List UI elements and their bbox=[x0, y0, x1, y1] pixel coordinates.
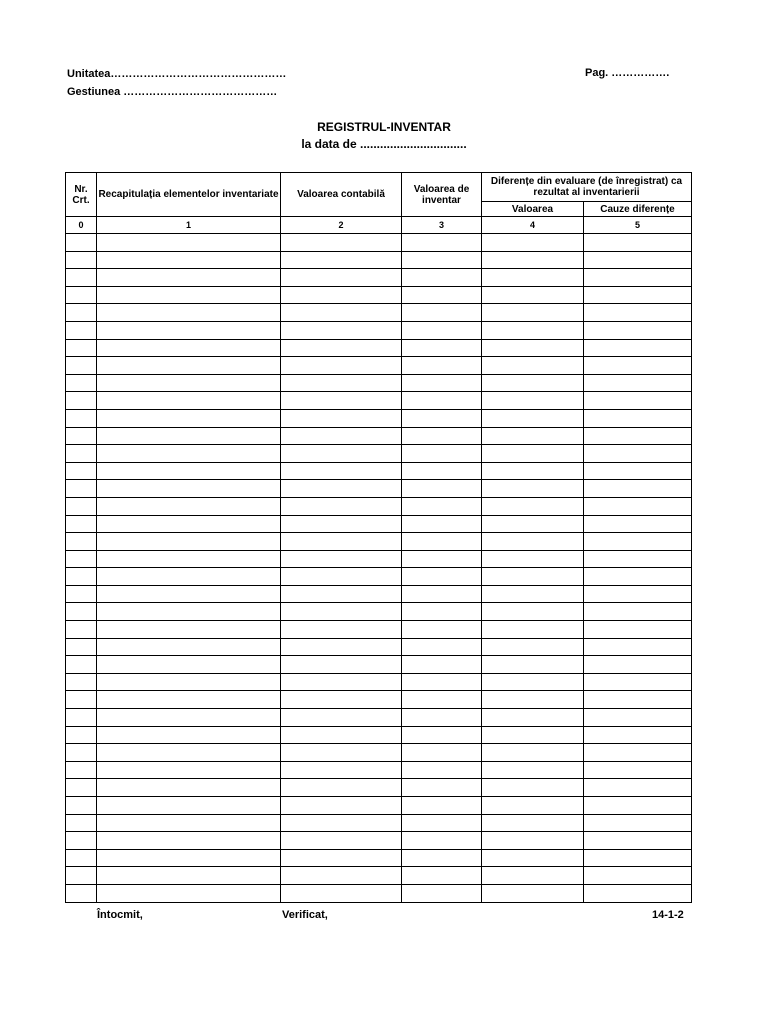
table-cell bbox=[402, 603, 482, 621]
date-line: la data de ................................ bbox=[301, 137, 467, 151]
table-cell bbox=[66, 357, 97, 375]
table-cell bbox=[584, 304, 692, 322]
table-cell bbox=[482, 849, 584, 867]
table-cell bbox=[584, 234, 692, 252]
table-cell bbox=[482, 533, 584, 551]
table-cell bbox=[281, 321, 402, 339]
table-cell bbox=[584, 374, 692, 392]
table-cell bbox=[97, 339, 281, 357]
table-row bbox=[66, 691, 692, 709]
table-cell bbox=[402, 884, 482, 902]
table-cell bbox=[482, 691, 584, 709]
table-cell bbox=[402, 427, 482, 445]
table-cell bbox=[402, 515, 482, 533]
table-cell bbox=[97, 849, 281, 867]
table-cell bbox=[281, 603, 402, 621]
table-cell bbox=[482, 832, 584, 850]
table-cell bbox=[584, 744, 692, 762]
table-cell bbox=[584, 497, 692, 515]
inventory-register-table bbox=[65, 172, 692, 903]
table-cell bbox=[66, 673, 97, 691]
table-cell bbox=[402, 797, 482, 815]
table-cell bbox=[281, 286, 402, 304]
table-cell bbox=[281, 374, 402, 392]
table-cell bbox=[402, 709, 482, 727]
table-cell bbox=[281, 445, 402, 463]
table-cell bbox=[482, 867, 584, 885]
table-cell bbox=[97, 832, 281, 850]
table-cell bbox=[584, 832, 692, 850]
table-cell bbox=[482, 568, 584, 586]
table-cell bbox=[482, 497, 584, 515]
table-cell bbox=[402, 497, 482, 515]
table-cell bbox=[584, 761, 692, 779]
table-cell bbox=[402, 726, 482, 744]
table-cell bbox=[66, 480, 97, 498]
table-cell bbox=[281, 797, 402, 815]
table-cell bbox=[584, 726, 692, 744]
table-cell bbox=[584, 673, 692, 691]
table-cell bbox=[97, 726, 281, 744]
table-row bbox=[66, 286, 692, 304]
table-row bbox=[66, 515, 692, 533]
table-cell bbox=[584, 656, 692, 674]
table-cell bbox=[281, 339, 402, 357]
table-cell bbox=[584, 357, 692, 375]
table-cell bbox=[66, 884, 97, 902]
col-header-recapitulatia: Recapitulația elementelor inventariate bbox=[97, 173, 281, 217]
table-cell bbox=[66, 550, 97, 568]
col-header-diferente: Diferențe din evaluare (de înregistrat) ca rezultat al inventarierii bbox=[482, 173, 692, 202]
table-cell bbox=[482, 621, 584, 639]
table-cell bbox=[482, 445, 584, 463]
table-cell bbox=[584, 638, 692, 656]
table-cell bbox=[482, 357, 584, 375]
table-cell bbox=[482, 779, 584, 797]
table-cell bbox=[402, 462, 482, 480]
table-cell bbox=[402, 234, 482, 252]
table-cell bbox=[97, 321, 281, 339]
table-cell bbox=[281, 691, 402, 709]
table-cell bbox=[402, 673, 482, 691]
table-cell bbox=[66, 427, 97, 445]
table-row bbox=[66, 585, 692, 603]
table-row bbox=[66, 550, 692, 568]
table-cell bbox=[482, 427, 584, 445]
table-cell bbox=[584, 849, 692, 867]
table-cell bbox=[97, 585, 281, 603]
table-cell bbox=[281, 462, 402, 480]
table-cell bbox=[402, 814, 482, 832]
column-number: 2 bbox=[281, 217, 402, 234]
table-cell bbox=[402, 533, 482, 551]
table-cell bbox=[97, 374, 281, 392]
table-cell bbox=[482, 550, 584, 568]
table-cell bbox=[97, 814, 281, 832]
table-cell bbox=[281, 533, 402, 551]
table-cell bbox=[97, 691, 281, 709]
table-cell bbox=[97, 392, 281, 410]
table-cell bbox=[281, 884, 402, 902]
document-title: REGISTRUL-INVENTAR bbox=[317, 120, 451, 134]
column-numbers-row bbox=[66, 217, 692, 234]
table-cell bbox=[66, 849, 97, 867]
table-cell bbox=[482, 374, 584, 392]
table-cell bbox=[97, 304, 281, 322]
table-cell bbox=[66, 691, 97, 709]
table-cell bbox=[482, 339, 584, 357]
table-cell bbox=[402, 269, 482, 287]
table-cell bbox=[66, 603, 97, 621]
table-cell bbox=[402, 251, 482, 269]
table-cell bbox=[584, 533, 692, 551]
table-cell bbox=[482, 709, 584, 727]
table-cell bbox=[97, 251, 281, 269]
table-cell bbox=[66, 779, 97, 797]
table-cell bbox=[584, 480, 692, 498]
table-cell bbox=[482, 884, 584, 902]
table-cell bbox=[66, 568, 97, 586]
table-cell bbox=[66, 533, 97, 551]
table-cell bbox=[281, 251, 402, 269]
table-row bbox=[66, 234, 692, 252]
table-row bbox=[66, 445, 692, 463]
table-cell bbox=[66, 656, 97, 674]
table-cell bbox=[402, 744, 482, 762]
table-row bbox=[66, 427, 692, 445]
table-cell bbox=[97, 603, 281, 621]
col-header-valoarea-inventar: Valoarea de inventar bbox=[402, 173, 482, 217]
table-row bbox=[66, 480, 692, 498]
table-cell bbox=[584, 568, 692, 586]
table-cell bbox=[584, 251, 692, 269]
table-cell bbox=[482, 656, 584, 674]
table-row bbox=[66, 304, 692, 322]
table-cell bbox=[66, 462, 97, 480]
table-row bbox=[66, 884, 692, 902]
table-cell bbox=[281, 832, 402, 850]
col-header-nr-crt: Nr. Crt. bbox=[66, 173, 97, 217]
table-row bbox=[66, 761, 692, 779]
column-number: 5 bbox=[584, 217, 692, 234]
table-cell bbox=[482, 638, 584, 656]
table-row bbox=[66, 709, 692, 727]
table-cell bbox=[402, 409, 482, 427]
table-cell bbox=[281, 550, 402, 568]
table-row bbox=[66, 867, 692, 885]
table-cell bbox=[281, 726, 402, 744]
table-row bbox=[66, 849, 692, 867]
table-cell bbox=[66, 497, 97, 515]
column-number: 4 bbox=[482, 217, 584, 234]
table-cell bbox=[97, 409, 281, 427]
table-row bbox=[66, 814, 692, 832]
table-row bbox=[66, 374, 692, 392]
table-cell bbox=[281, 427, 402, 445]
table-cell bbox=[66, 761, 97, 779]
table-cell bbox=[281, 304, 402, 322]
table-row bbox=[66, 409, 692, 427]
table-cell bbox=[281, 392, 402, 410]
table-cell bbox=[584, 603, 692, 621]
table-cell bbox=[584, 286, 692, 304]
table-cell bbox=[584, 621, 692, 639]
table-cell bbox=[402, 832, 482, 850]
table-cell bbox=[402, 867, 482, 885]
table-cell bbox=[402, 321, 482, 339]
table-row bbox=[66, 533, 692, 551]
table-cell bbox=[402, 445, 482, 463]
table-cell bbox=[402, 568, 482, 586]
table-cell bbox=[584, 392, 692, 410]
table-cell bbox=[482, 603, 584, 621]
table-cell bbox=[584, 321, 692, 339]
table-cell bbox=[402, 374, 482, 392]
table-cell bbox=[402, 656, 482, 674]
table-cell bbox=[66, 709, 97, 727]
form-code: 14-1-2 bbox=[652, 909, 684, 921]
table-cell bbox=[97, 515, 281, 533]
table-cell bbox=[97, 638, 281, 656]
col-header-valoarea: Valoarea bbox=[482, 202, 584, 217]
table-cell bbox=[281, 867, 402, 885]
table-cell bbox=[402, 550, 482, 568]
table-cell bbox=[482, 462, 584, 480]
table-cell bbox=[66, 374, 97, 392]
table-cell bbox=[482, 480, 584, 498]
table-row bbox=[66, 726, 692, 744]
table-cell bbox=[482, 392, 584, 410]
table-cell bbox=[584, 550, 692, 568]
table-cell bbox=[482, 409, 584, 427]
table-cell bbox=[97, 568, 281, 586]
table-cell bbox=[66, 445, 97, 463]
table-cell bbox=[584, 462, 692, 480]
table-cell bbox=[281, 515, 402, 533]
table-cell bbox=[97, 550, 281, 568]
table-cell bbox=[584, 814, 692, 832]
table-cell bbox=[584, 867, 692, 885]
table-cell bbox=[97, 497, 281, 515]
table-cell bbox=[97, 462, 281, 480]
table-cell bbox=[66, 515, 97, 533]
table-cell bbox=[66, 409, 97, 427]
table-row bbox=[66, 568, 692, 586]
table-cell bbox=[281, 568, 402, 586]
table-cell bbox=[66, 392, 97, 410]
table-cell bbox=[281, 269, 402, 287]
table-cell bbox=[97, 480, 281, 498]
table-cell bbox=[584, 884, 692, 902]
table-cell bbox=[402, 286, 482, 304]
table-cell bbox=[402, 480, 482, 498]
table-cell bbox=[584, 515, 692, 533]
table-cell bbox=[402, 849, 482, 867]
table-cell bbox=[66, 251, 97, 269]
table-row bbox=[66, 462, 692, 480]
table-cell bbox=[482, 726, 584, 744]
table-cell bbox=[402, 357, 482, 375]
table-cell bbox=[281, 497, 402, 515]
table-row bbox=[66, 357, 692, 375]
table-row bbox=[66, 497, 692, 515]
table-cell bbox=[584, 427, 692, 445]
table-cell bbox=[482, 761, 584, 779]
table-row bbox=[66, 621, 692, 639]
table-cell bbox=[97, 867, 281, 885]
table-cell bbox=[482, 286, 584, 304]
table-row bbox=[66, 656, 692, 674]
table-cell bbox=[584, 269, 692, 287]
column-number: 1 bbox=[97, 217, 281, 234]
table-cell bbox=[584, 585, 692, 603]
table-cell bbox=[66, 286, 97, 304]
table-row bbox=[66, 392, 692, 410]
table-cell bbox=[584, 779, 692, 797]
table-row bbox=[66, 744, 692, 762]
table-cell bbox=[97, 427, 281, 445]
table-cell bbox=[97, 269, 281, 287]
table-cell bbox=[281, 480, 402, 498]
table-cell bbox=[97, 884, 281, 902]
table-cell bbox=[281, 744, 402, 762]
table-cell bbox=[281, 234, 402, 252]
table-cell bbox=[66, 339, 97, 357]
table-cell bbox=[402, 339, 482, 357]
table-cell bbox=[66, 234, 97, 252]
table-cell bbox=[482, 321, 584, 339]
table-cell bbox=[482, 673, 584, 691]
gestiunea-field: Gestiunea …………………………………… bbox=[67, 86, 278, 98]
table-cell bbox=[66, 638, 97, 656]
table-row bbox=[66, 832, 692, 850]
table-cell bbox=[66, 867, 97, 885]
table-cell bbox=[281, 673, 402, 691]
table-cell bbox=[402, 621, 482, 639]
table-cell bbox=[66, 797, 97, 815]
table-cell bbox=[281, 709, 402, 727]
table-cell bbox=[402, 761, 482, 779]
table-cell bbox=[281, 409, 402, 427]
table-cell bbox=[97, 656, 281, 674]
table-cell bbox=[584, 445, 692, 463]
table-cell bbox=[97, 621, 281, 639]
table-cell bbox=[482, 304, 584, 322]
table-cell bbox=[402, 304, 482, 322]
table-cell bbox=[482, 234, 584, 252]
table-cell bbox=[66, 321, 97, 339]
table-cell bbox=[66, 832, 97, 850]
table-cell bbox=[66, 744, 97, 762]
table-cell bbox=[66, 726, 97, 744]
table-cell bbox=[97, 761, 281, 779]
table-cell bbox=[281, 656, 402, 674]
table-cell bbox=[281, 357, 402, 375]
table-row bbox=[66, 638, 692, 656]
table-cell bbox=[66, 585, 97, 603]
col-header-cauze: Cauze diferențe bbox=[584, 202, 692, 217]
table-cell bbox=[584, 691, 692, 709]
table-cell bbox=[402, 585, 482, 603]
table-cell bbox=[281, 585, 402, 603]
table-row bbox=[66, 339, 692, 357]
table-cell bbox=[97, 709, 281, 727]
table-cell bbox=[281, 849, 402, 867]
table-cell bbox=[482, 269, 584, 287]
column-number: 3 bbox=[402, 217, 482, 234]
table-cell bbox=[281, 638, 402, 656]
table-cell bbox=[402, 691, 482, 709]
column-number: 0 bbox=[66, 217, 97, 234]
table-row bbox=[66, 269, 692, 287]
table-cell bbox=[402, 638, 482, 656]
unitatea-field: Unitatea………………………………………… bbox=[67, 68, 287, 80]
table-cell bbox=[584, 339, 692, 357]
table-row bbox=[66, 779, 692, 797]
table-cell bbox=[281, 779, 402, 797]
table-row bbox=[66, 797, 692, 815]
table-cell bbox=[482, 585, 584, 603]
table-cell bbox=[402, 779, 482, 797]
page-number-field: Pag. ……………. bbox=[585, 67, 670, 79]
verificat-label: Verificat, bbox=[282, 909, 328, 921]
table-cell bbox=[97, 779, 281, 797]
table-row bbox=[66, 673, 692, 691]
table-cell bbox=[97, 533, 281, 551]
table-cell bbox=[281, 621, 402, 639]
table-cell bbox=[66, 621, 97, 639]
table-cell bbox=[584, 709, 692, 727]
table-cell bbox=[97, 744, 281, 762]
table-cell bbox=[66, 814, 97, 832]
table-cell bbox=[66, 304, 97, 322]
table-cell bbox=[97, 445, 281, 463]
table-cell bbox=[482, 797, 584, 815]
table-row bbox=[66, 603, 692, 621]
table-cell bbox=[482, 744, 584, 762]
table-cell bbox=[97, 673, 281, 691]
table-row bbox=[66, 321, 692, 339]
table-row bbox=[66, 251, 692, 269]
table-cell bbox=[97, 234, 281, 252]
table-cell bbox=[97, 357, 281, 375]
table-cell bbox=[281, 761, 402, 779]
table-cell bbox=[482, 515, 584, 533]
table-cell bbox=[66, 269, 97, 287]
table-cell bbox=[584, 409, 692, 427]
table-cell bbox=[97, 797, 281, 815]
table-cell bbox=[482, 251, 584, 269]
table-cell bbox=[482, 814, 584, 832]
intocmit-label: Întocmit, bbox=[97, 909, 143, 921]
table-cell bbox=[584, 797, 692, 815]
table-cell bbox=[281, 814, 402, 832]
col-header-valoarea-contabila: Valoarea contabilă bbox=[281, 173, 402, 217]
table-cell bbox=[402, 392, 482, 410]
table-cell bbox=[97, 286, 281, 304]
